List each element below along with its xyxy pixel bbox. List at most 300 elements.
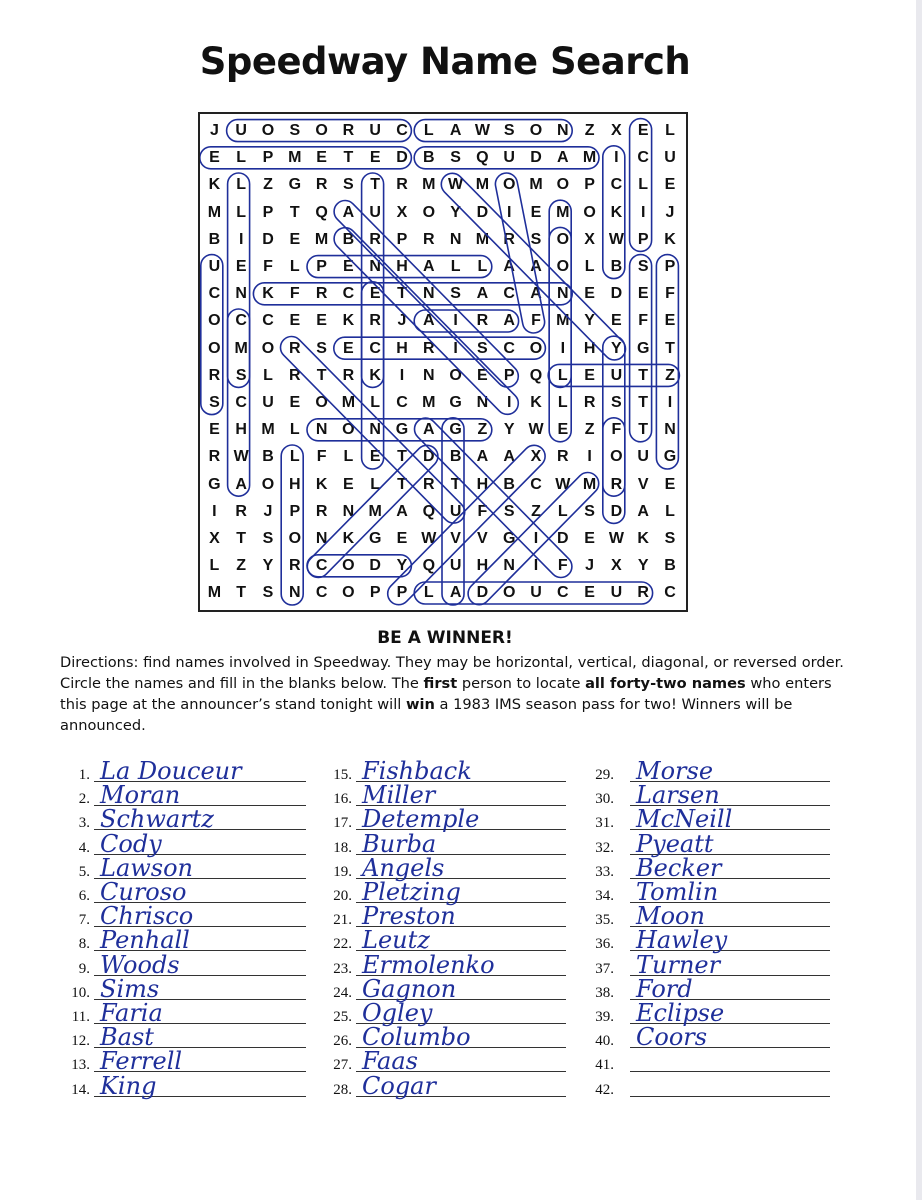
answer-line [56, 757, 306, 785]
grid-letter: D [557, 530, 569, 547]
grid-letter: E [396, 530, 408, 547]
handwritten-answer: Preston [362, 902, 456, 931]
grid-letter: Y [584, 312, 595, 330]
directions-part: a 1983 IMS season pass for two! Winners will be announced. [60, 696, 793, 734]
grid-letter: S [503, 122, 515, 139]
handwritten-answer: Larsen [636, 781, 720, 810]
grid-letter: L [370, 475, 381, 493]
grid-letter: C [637, 149, 649, 167]
grid-letter: A [503, 258, 515, 275]
grid-letter: L [557, 502, 568, 520]
grid-letter: N [423, 285, 435, 303]
grid-letter: P [262, 149, 274, 167]
grid-letter: M [207, 203, 222, 221]
answer-number: 36. [595, 936, 614, 953]
grid-letter: M [422, 176, 436, 194]
grid-letter: E [343, 475, 354, 493]
grid-letter: F [638, 312, 649, 330]
word-search-grid [198, 112, 688, 612]
grid-letter: D [476, 203, 489, 221]
handwritten-answer: Eclipse [636, 999, 725, 1027]
answer-number: 26. [333, 1033, 352, 1050]
handwritten-answer: Angels [362, 853, 445, 882]
grid-letter: T [397, 285, 407, 303]
grid-letter: T [316, 366, 327, 384]
grid-letter: P [396, 584, 408, 602]
grid-letter: Z [263, 176, 273, 194]
grid-letter: S [289, 122, 301, 139]
grid-letter: Y [503, 421, 515, 439]
handwritten-answer: Ogley [362, 999, 433, 1027]
grid-letter: S [343, 176, 354, 194]
grid-letter: O [556, 176, 570, 194]
answer-number: 3. [78, 815, 90, 832]
answer-number: 6. [78, 888, 90, 904]
grid-letter: I [614, 149, 619, 167]
answer-number: 37. [595, 960, 614, 977]
handwritten-answer: Hawley [636, 926, 728, 955]
grid-letter: L [665, 122, 675, 139]
handwritten-answer: Sims [100, 974, 160, 1003]
grid-letter: B [262, 448, 274, 466]
answer-line [580, 1075, 830, 1099]
grid-letter: R [503, 230, 515, 248]
grid-letter: V [637, 475, 649, 493]
directions-emphasis: win [406, 696, 435, 713]
answer-number: 40. [595, 1033, 614, 1050]
grid-letter: P [369, 584, 381, 602]
grid-letter: P [584, 176, 595, 194]
grid-letter: E [664, 312, 676, 330]
answer-number: 7. [78, 912, 90, 929]
grid-letter: O [610, 448, 623, 466]
grid-letter: E [637, 122, 649, 139]
grid-letter: T [343, 149, 354, 167]
grid-letter: G [636, 339, 650, 357]
grid-letter: O [261, 122, 275, 139]
grid-letter: G [395, 421, 409, 439]
grid-letter: O [261, 475, 275, 493]
grid-letter: R [289, 339, 301, 357]
grid-letter: I [506, 203, 512, 221]
grid-letter: E [584, 285, 595, 303]
grid-letter: L [477, 258, 488, 275]
grid-letter: O [208, 312, 221, 330]
grid-letter: D [369, 557, 381, 575]
grid-letter: B [342, 230, 355, 248]
handwritten-answer: Curoso [100, 878, 187, 906]
grid-letter: R [315, 176, 328, 194]
grid-letter: W [233, 448, 249, 466]
grid-letter: E [316, 149, 327, 167]
grid-letter: E [343, 258, 354, 275]
grid-letter: P [637, 230, 649, 248]
grid-letter: K [610, 203, 623, 221]
grid-letter: U [208, 258, 221, 275]
grid-letter: E [209, 149, 220, 167]
grid-letter: L [263, 366, 273, 384]
grid-letter: T [638, 394, 649, 411]
grid-letter: T [236, 530, 247, 547]
grid-letter: L [289, 258, 300, 275]
grid-letter: Y [262, 557, 274, 575]
answer-number: 9. [78, 960, 90, 977]
answer-line [56, 1071, 306, 1100]
grid-letter: E [584, 530, 595, 547]
grid-letter: U [610, 584, 623, 602]
grid-letter: B [503, 475, 515, 493]
grid-letter: C [315, 584, 328, 602]
grid-letter: E [664, 475, 676, 493]
answer-number: 42. [595, 1081, 614, 1098]
grid-letter: X [611, 557, 622, 575]
grid-letter: T [370, 176, 381, 194]
grid-letter: E [209, 421, 220, 439]
grid-letter: Q [422, 502, 436, 520]
answer-number: 30. [595, 791, 614, 808]
grid-letter: N [342, 502, 355, 520]
answer-number: 27. [333, 1057, 352, 1074]
grid-letter: C [342, 285, 355, 303]
handwritten-answer: McNeill [636, 805, 733, 834]
grid-letter: H [396, 258, 408, 275]
grid-letter: E [289, 230, 301, 248]
grid-letter: E [637, 285, 649, 303]
handwritten-answer: Burba [362, 829, 437, 858]
answer-number: 25. [333, 1009, 352, 1025]
page-title: Speedway Name Search [199, 40, 691, 83]
grid-letter: A [503, 448, 515, 466]
grid-letter: C [262, 312, 274, 330]
grid-letter: X [209, 530, 220, 547]
grid-letter: Y [396, 557, 408, 575]
answer-line [580, 878, 830, 906]
grid-letter: Z [236, 557, 247, 575]
grid-letter: H [289, 475, 301, 493]
grid-letter: G [663, 448, 677, 466]
grid-letter: I [587, 448, 592, 466]
grid-letter: U [503, 149, 515, 167]
grid-letter: I [533, 557, 539, 575]
grid-letter: Y [450, 203, 461, 221]
answer-line [318, 757, 566, 785]
answer-number: 4. [78, 839, 90, 856]
grid-letter: S [637, 258, 649, 275]
grid-letter: I [453, 312, 458, 330]
grid-letter: D [610, 285, 623, 303]
handwritten-answer: Miller [362, 781, 436, 810]
answer-line [318, 1071, 566, 1100]
grid-letter: I [533, 530, 539, 547]
grid-letter: Z [584, 122, 595, 139]
handwritten-answer: Woods [100, 950, 180, 979]
handwritten-answer: Faria [100, 999, 163, 1027]
answer-number: 15. [333, 767, 352, 783]
handwritten-answer: Becker [636, 853, 722, 882]
answer-number: 32. [595, 839, 614, 856]
grid-letter: L [236, 203, 247, 221]
grid-letter: R [315, 285, 328, 303]
grid-letter: A [530, 285, 542, 303]
answer-number: 17. [333, 815, 352, 832]
grid-letter: J [585, 557, 595, 575]
grid-letter: X [584, 230, 595, 248]
grid-letter: M [261, 421, 275, 439]
grid-letter: L [450, 258, 461, 275]
grid-letter: M [475, 176, 490, 194]
grid-letter: G [449, 421, 462, 439]
handwritten-answer: Tomlin [636, 878, 719, 906]
grid-letter: Z [477, 421, 488, 439]
grid-letter: B [449, 448, 462, 466]
grid-letter: Q [529, 366, 543, 384]
grid-letter: P [396, 230, 408, 248]
grid-letter: S [450, 149, 461, 167]
handwritten-answer: Columbo [362, 1023, 471, 1052]
grid-letter: X [396, 203, 408, 221]
grid-letter: R [583, 394, 596, 411]
grid-letter: N [557, 122, 569, 139]
grid-letter: W [608, 530, 624, 547]
grid-letter: O [449, 366, 462, 384]
answer-number: 1. [78, 767, 90, 783]
grid-letter: A [557, 149, 569, 167]
answer-number: 5. [78, 863, 90, 880]
grid-letter: O [583, 203, 596, 221]
grid-letter: I [560, 339, 566, 357]
directions-text [60, 652, 850, 736]
grid-letter: S [450, 285, 461, 303]
grid-letter: A [637, 502, 649, 520]
grid-letter: T [665, 339, 675, 357]
grid-letter: N [315, 530, 328, 547]
handwritten-answer: Moran [100, 781, 181, 810]
grid-letter: U [235, 122, 247, 139]
handwritten-answer: Morse [636, 757, 714, 785]
grid-letter: Q [476, 149, 489, 167]
grid-letter: S [235, 366, 247, 384]
grid-letter: N [235, 285, 247, 303]
grid-letter: C [208, 285, 221, 303]
grid-letter: N [503, 557, 515, 575]
grid-letter: E [369, 149, 381, 167]
grid-letter: G [449, 394, 462, 411]
handwritten-answer: Chrisco [100, 902, 194, 931]
grid-letter: U [449, 557, 462, 575]
grid-letter: N [423, 366, 435, 384]
grid-letter: R [637, 584, 649, 602]
grid-letter: D [610, 502, 623, 520]
grid-letter: F [477, 502, 488, 520]
grid-letter: I [640, 203, 646, 221]
grid-letter: I [667, 394, 673, 411]
grid-letter: R [342, 122, 355, 139]
grid-letter: E [584, 584, 595, 602]
grid-letter: O [502, 584, 516, 602]
grid-letter: O [342, 421, 355, 439]
grid-letter: P [289, 502, 301, 520]
grid-letter: E [289, 312, 301, 330]
answer-number: 31. [595, 815, 614, 832]
handwritten-answer: La Douceur [100, 757, 242, 785]
grid-letter: K [530, 394, 542, 411]
grid-letter: L [557, 366, 568, 384]
grid-letter: A [423, 421, 435, 439]
grid-letter: L [343, 448, 354, 466]
handwritten-answer: Turner [636, 950, 721, 979]
grid-letter: B [610, 258, 623, 275]
grid-letter: T [236, 584, 247, 602]
grid-letter: W [528, 421, 544, 439]
grid-letter: E [611, 312, 622, 330]
handwritten-answer: Gagnon [362, 974, 457, 1003]
grid-letter: W [448, 176, 464, 194]
grid-letter: X [530, 448, 542, 466]
grid-letter: O [261, 339, 275, 357]
grid-letter: S [262, 530, 274, 547]
answer-number: 39. [595, 1009, 614, 1025]
grid-letter: P [316, 258, 327, 275]
answer-number: 12. [71, 1033, 90, 1050]
answer-number: 24. [333, 984, 352, 1001]
grid-letter: T [638, 366, 649, 384]
answer-underline [630, 1071, 830, 1072]
grid-letter: R [315, 502, 328, 520]
grid-letter: F [665, 285, 675, 303]
answer-line [56, 1047, 306, 1076]
grid-letter: V [477, 530, 488, 547]
grid-letter: S [477, 339, 488, 357]
grid-letter: O [315, 122, 328, 139]
grid-letter: Z [531, 502, 541, 520]
grid-letter: M [556, 312, 570, 330]
answer-line [56, 805, 306, 834]
grid-letter: I [399, 366, 405, 384]
grid-letter: I [212, 502, 217, 520]
grid-letter: R [557, 448, 569, 466]
grid-letter: O [529, 339, 543, 357]
grid-letter: H [476, 557, 489, 575]
grid-letter: V [450, 530, 461, 547]
handwritten-answer: Schwartz [100, 805, 214, 834]
answer-line [318, 805, 566, 834]
grid-letter: H [235, 421, 247, 439]
grid-letter: A [396, 502, 408, 520]
grid-letter: C [315, 557, 328, 575]
grid-letter: E [584, 366, 595, 384]
grid-letter: C [610, 176, 623, 194]
grid-letter: Z [665, 366, 675, 384]
grid-letter: R [610, 475, 623, 493]
grid-letter: J [397, 312, 407, 330]
answer-number: 20. [333, 888, 352, 904]
grid-letter: M [422, 394, 436, 411]
grid-letter: C [235, 394, 247, 411]
grid-letter: I [506, 394, 512, 411]
grid-letter: R [369, 312, 381, 330]
grid-letter: O [342, 584, 355, 602]
handwritten-answer: Moon [636, 902, 705, 931]
grid-letter: K [342, 530, 355, 547]
grid-letter: A [423, 258, 435, 275]
grid-letter: O [342, 557, 355, 575]
directions-part: person to locate [457, 675, 586, 692]
answer-number: 28. [333, 1081, 352, 1098]
grid-letter: L [236, 176, 247, 194]
grid-letter: N [369, 258, 381, 275]
grid-letter: A [476, 448, 489, 466]
grid-letter: S [262, 584, 274, 602]
grid-letter: N [315, 421, 328, 439]
handwritten-answer: Faas [362, 1047, 418, 1076]
grid-letter: Z [584, 421, 595, 439]
grid-letter: E [343, 339, 354, 357]
answer-number: 33. [595, 863, 614, 880]
handwritten-answer: Fishback [362, 757, 472, 785]
grid-letter: B [664, 557, 676, 575]
grid-letter: B [423, 149, 435, 167]
answer-number: 18. [333, 839, 352, 856]
grid-letter: I [453, 339, 458, 357]
grid-letter: O [529, 122, 543, 139]
grid-letter: C [557, 584, 569, 602]
grid-letter: L [289, 448, 300, 466]
grid-letter: U [262, 394, 274, 411]
handwritten-answer: King [100, 1071, 157, 1100]
grid-letter: R [423, 230, 435, 248]
handwritten-answer: Ferrell [100, 1047, 183, 1076]
grid-letter: E [557, 421, 569, 439]
grid-letter: J [665, 203, 675, 221]
grid-letter: O [502, 176, 516, 194]
grid-letter: L [665, 502, 675, 520]
grid-letter: G [288, 176, 302, 194]
grid-letter: E [289, 394, 301, 411]
grid-letter: O [208, 339, 221, 357]
grid-letter: Y [637, 557, 649, 575]
grid-letter: A [449, 584, 462, 602]
grid-letter: R [476, 312, 489, 330]
grid-letter: A [235, 475, 247, 493]
grid-letter: W [421, 530, 437, 547]
grid-letter: E [477, 366, 488, 384]
grid-letter: E [530, 203, 542, 221]
grid-letter: F [263, 258, 273, 275]
grid-letter: K [208, 176, 221, 194]
grid-letter: F [289, 285, 300, 303]
grid-letter: L [209, 557, 220, 575]
answer-line [56, 974, 306, 1003]
grid-letter: U [530, 584, 542, 602]
answer-line [318, 902, 566, 931]
grid-letter: T [397, 448, 407, 466]
grid-letter: U [369, 203, 381, 221]
handwritten-answer: Leutz [362, 926, 430, 955]
answer-number: 21. [333, 912, 352, 929]
grid-letter: R [235, 502, 247, 520]
grid-letter: H [476, 475, 489, 493]
grid-letter: R [208, 448, 221, 466]
grid-letter: F [557, 557, 568, 575]
grid-letter: O [288, 530, 302, 547]
grid-letter: C [396, 394, 408, 411]
grid-letter: R [342, 366, 355, 384]
grid-letter: N [289, 584, 301, 602]
directions-emphasis: all forty-two names [585, 675, 746, 692]
grid-letter: N [369, 421, 381, 439]
handwritten-answer: Detemple [362, 805, 480, 834]
grid-letter: Y [611, 339, 622, 357]
